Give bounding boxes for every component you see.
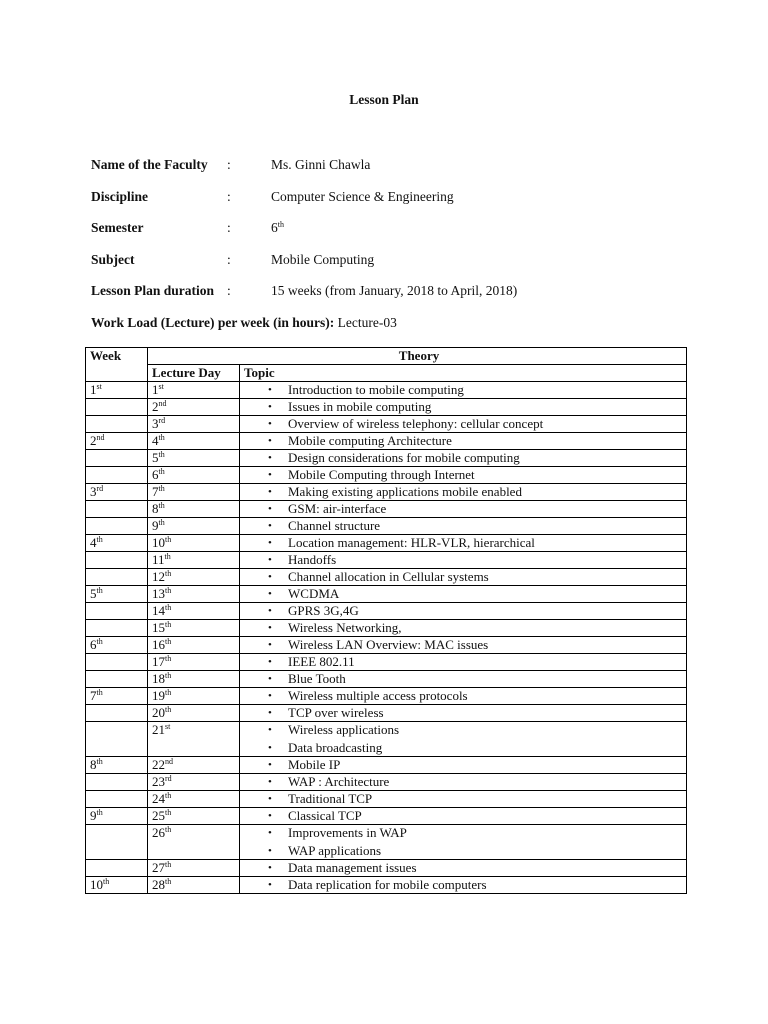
- table-row: [86, 825, 687, 860]
- week-cell: [86, 620, 148, 637]
- lecture-day-cell: 13th: [148, 586, 240, 603]
- lecture-day-cell: 1st: [148, 382, 240, 399]
- week-cell: [86, 467, 148, 484]
- topic-text: IEEE 802.11: [288, 654, 355, 669]
- topic-cell: [240, 586, 687, 603]
- week-cell: 7th: [86, 688, 148, 705]
- lecture-day-cell: 15th: [148, 620, 240, 637]
- table-row: [86, 586, 687, 603]
- lecture-day-cell: 21st: [148, 722, 240, 757]
- bullet-icon: •: [268, 742, 272, 754]
- topic-cell: [240, 433, 687, 450]
- lecture-day-cell: 8th: [148, 501, 240, 518]
- topic-text: Mobile computing Architecture: [288, 433, 452, 448]
- topic-text: Channel structure: [288, 518, 381, 533]
- table-row: [86, 382, 687, 399]
- lecture-day-cell: 6th: [148, 467, 240, 484]
- week-cell: 5th: [86, 586, 148, 603]
- lecture-day-cell: 7th: [148, 484, 240, 501]
- topic-cell: [240, 825, 687, 860]
- table-row: [86, 484, 687, 501]
- bullet-icon: •: [268, 418, 272, 430]
- table-row: [86, 671, 687, 688]
- bullet-icon: •: [268, 690, 272, 702]
- bullet-icon: •: [268, 554, 272, 566]
- workload-line: [91, 315, 397, 331]
- topic-cell: [240, 552, 687, 569]
- lecture-day-cell: 24th: [148, 791, 240, 808]
- topic-cell: [240, 860, 687, 877]
- topic-cell: [240, 688, 687, 705]
- lecture-day-cell: 5th: [148, 450, 240, 467]
- topic-text: Improvements in WAP: [288, 825, 407, 840]
- topic-text: Wireless LAN Overview: MAC issues: [288, 637, 489, 652]
- table-row: [86, 705, 687, 722]
- topic-text: WCDMA: [288, 586, 340, 601]
- topic-cell: [240, 722, 687, 757]
- table-row: [86, 791, 687, 808]
- topic-text: Wireless multiple access protocols: [288, 688, 468, 703]
- week-header: Week: [86, 348, 148, 382]
- topic-text: TCP over wireless: [288, 705, 384, 720]
- lecture-day-cell: 12th: [148, 569, 240, 586]
- week-cell: [86, 552, 148, 569]
- topic-text: WAP applications: [288, 843, 382, 858]
- topic-text: Blue Tooth: [288, 671, 346, 686]
- week-cell: [86, 416, 148, 433]
- bullet-icon: •: [268, 469, 272, 481]
- topic-cell: [240, 757, 687, 774]
- week-cell: [86, 501, 148, 518]
- topic-text: GPRS 3G,4G: [288, 603, 359, 618]
- lecture-day-cell: 26th: [148, 825, 240, 860]
- table-row: [86, 416, 687, 433]
- bullet-icon: •: [268, 401, 272, 413]
- week-cell: [86, 705, 148, 722]
- lecture-day-cell: 14th: [148, 603, 240, 620]
- topic-cell: [240, 654, 687, 671]
- discipline-value: Computer Science & Engineering: [271, 189, 454, 204]
- table-row: [86, 501, 687, 518]
- lecture-day-cell: 3rd: [148, 416, 240, 433]
- faculty-value: Ms. Ginni Chawla: [271, 157, 371, 172]
- topic-cell: [240, 501, 687, 518]
- topic-text: Wireless Networking,: [288, 620, 402, 635]
- topic-text: Location management: HLR-VLR, hierarchical: [288, 535, 535, 550]
- lecture-day-cell: 27th: [148, 860, 240, 877]
- topic-cell: [240, 671, 687, 688]
- bullet-icon: •: [268, 520, 272, 532]
- week-cell: [86, 654, 148, 671]
- bullet-icon: •: [268, 724, 272, 736]
- discipline-label: Discipline: [91, 189, 149, 204]
- table-row: [86, 654, 687, 671]
- bullet-icon: •: [268, 452, 272, 464]
- faculty-label: Name of the Faculty: [91, 157, 208, 172]
- topic-text: Channel allocation in Cellular systems: [288, 569, 489, 584]
- lecture-day-cell: 2nd: [148, 399, 240, 416]
- table-row: [86, 688, 687, 705]
- bullet-icon: •: [268, 639, 272, 651]
- topic-cell: [240, 467, 687, 484]
- bullet-icon: •: [268, 707, 272, 719]
- topic-text: Overview of wireless telephony: cellular concept: [288, 416, 544, 431]
- topic-cell: [240, 774, 687, 791]
- bullet-icon: •: [268, 862, 272, 874]
- topic-cell: [240, 620, 687, 637]
- theory-header: Theory: [148, 348, 687, 365]
- lecture-day-cell: 23rd: [148, 774, 240, 791]
- topic-cell: [240, 603, 687, 620]
- bullet-icon: •: [268, 486, 272, 498]
- topic-cell: [240, 382, 687, 399]
- week-cell: [86, 399, 148, 416]
- bullet-icon: •: [268, 384, 272, 396]
- lecture-day-cell: 9th: [148, 518, 240, 535]
- colon: :: [227, 283, 231, 298]
- table-row: [86, 467, 687, 484]
- table-subheader-row: [86, 365, 687, 382]
- week-cell: [86, 603, 148, 620]
- bullet-icon: •: [268, 845, 272, 857]
- bullet-icon: •: [268, 810, 272, 822]
- lecture-day-cell: 11th: [148, 552, 240, 569]
- bullet-icon: •: [268, 827, 272, 839]
- bullet-icon: •: [268, 879, 272, 891]
- topic-header: Topic: [240, 365, 687, 382]
- topic-cell: [240, 416, 687, 433]
- topic-text: Handoffs: [288, 552, 337, 567]
- topic-cell: [240, 518, 687, 535]
- colon: :: [227, 189, 231, 204]
- topic-text: Data broadcasting: [288, 740, 383, 755]
- table-row: [86, 433, 687, 450]
- table-row: [86, 757, 687, 774]
- table-row: [86, 637, 687, 654]
- table-row: [86, 603, 687, 620]
- topic-text: WAP : Architecture: [288, 774, 390, 789]
- lecture-day-cell: 18th: [148, 671, 240, 688]
- week-cell: [86, 791, 148, 808]
- lecture-day-cell: 19th: [148, 688, 240, 705]
- lecture-day-cell: 16th: [148, 637, 240, 654]
- week-cell: [86, 450, 148, 467]
- bullet-icon: •: [268, 571, 272, 583]
- lecture-day-cell: 17th: [148, 654, 240, 671]
- table-row: [86, 774, 687, 791]
- bullet-icon: •: [268, 435, 272, 447]
- workload-value: Lecture-03: [334, 315, 397, 330]
- topic-text: Wireless applications: [288, 722, 400, 737]
- week-cell: 8th: [86, 757, 148, 774]
- topic-cell: [240, 791, 687, 808]
- topic-cell: [240, 569, 687, 586]
- subject-value: Mobile Computing: [271, 252, 375, 267]
- week-cell: 10th: [86, 877, 148, 894]
- semester-value: 6th: [271, 220, 284, 235]
- topic-cell: [240, 705, 687, 722]
- lecture-day-cell: 4th: [148, 433, 240, 450]
- lesson-table: [85, 347, 687, 894]
- topic-cell: [240, 877, 687, 894]
- bullet-icon: •: [268, 673, 272, 685]
- topic-cell: [240, 484, 687, 501]
- week-cell: [86, 569, 148, 586]
- week-cell: [86, 774, 148, 791]
- topic-text: Issues in mobile computing: [288, 399, 432, 414]
- topic-text: Classical TCP: [288, 808, 362, 823]
- week-cell: [86, 860, 148, 877]
- bullet-icon: •: [268, 656, 272, 668]
- table-row: [86, 552, 687, 569]
- duration-value: 15 weeks (from January, 2018 to April, 2018): [271, 283, 518, 298]
- topic-text: Introduction to mobile computing: [288, 382, 464, 397]
- topic-text: Design considerations for mobile computing: [288, 450, 520, 465]
- week-cell: 6th: [86, 637, 148, 654]
- week-cell: [86, 671, 148, 688]
- table-row: [86, 535, 687, 552]
- lecture-day-cell: 20th: [148, 705, 240, 722]
- topic-text: Data replication for mobile computers: [288, 877, 487, 892]
- week-cell: 1st: [86, 382, 148, 399]
- page-title: Lesson Plan: [349, 92, 419, 107]
- topic-text: Mobile IP: [288, 757, 341, 772]
- table-row: [86, 518, 687, 535]
- bullet-icon: •: [268, 503, 272, 515]
- week-cell: 3rd: [86, 484, 148, 501]
- table-row: [86, 450, 687, 467]
- week-cell: [86, 825, 148, 860]
- lecture-day-cell: 10th: [148, 535, 240, 552]
- workload-label: Work Load (Lecture) per week (in hours):: [91, 315, 335, 330]
- table-row: [86, 569, 687, 586]
- semester-label: Semester: [91, 220, 144, 235]
- bullet-icon: •: [268, 793, 272, 805]
- table-row: [86, 860, 687, 877]
- bullet-icon: •: [268, 622, 272, 634]
- table-row: [86, 620, 687, 637]
- table-row: [86, 808, 687, 825]
- duration-label: Lesson Plan duration: [91, 283, 215, 298]
- bullet-icon: •: [268, 605, 272, 617]
- topic-text: Mobile Computing through Internet: [288, 467, 475, 482]
- lecture-day-cell: 25th: [148, 808, 240, 825]
- topic-text: GSM: air-interface: [288, 501, 387, 516]
- topic-cell: [240, 399, 687, 416]
- table-row: [86, 399, 687, 416]
- topic-text: Data management issues: [288, 860, 417, 875]
- colon: :: [227, 252, 231, 267]
- week-cell: 9th: [86, 808, 148, 825]
- bullet-icon: •: [268, 759, 272, 771]
- bullet-icon: •: [268, 537, 272, 549]
- lecture-day-cell: 28th: [148, 877, 240, 894]
- topic-text: Making existing applications mobile enabled: [288, 484, 522, 499]
- bullet-icon: •: [268, 588, 272, 600]
- lecture-day-header: Lecture Day: [148, 365, 240, 382]
- table-header-row: [86, 348, 687, 365]
- week-cell: 4th: [86, 535, 148, 552]
- topic-cell: [240, 535, 687, 552]
- topic-cell: [240, 637, 687, 654]
- topic-cell: [240, 808, 687, 825]
- colon: :: [227, 157, 231, 172]
- table-row: [86, 722, 687, 757]
- lecture-day-cell: 22nd: [148, 757, 240, 774]
- week-cell: 2nd: [86, 433, 148, 450]
- subject-label: Subject: [91, 252, 135, 267]
- topic-cell: [240, 450, 687, 467]
- week-cell: [86, 722, 148, 757]
- topic-text: Traditional TCP: [288, 791, 373, 806]
- table-row: [86, 877, 687, 894]
- week-cell: [86, 518, 148, 535]
- colon: :: [227, 220, 231, 235]
- bullet-icon: •: [268, 776, 272, 788]
